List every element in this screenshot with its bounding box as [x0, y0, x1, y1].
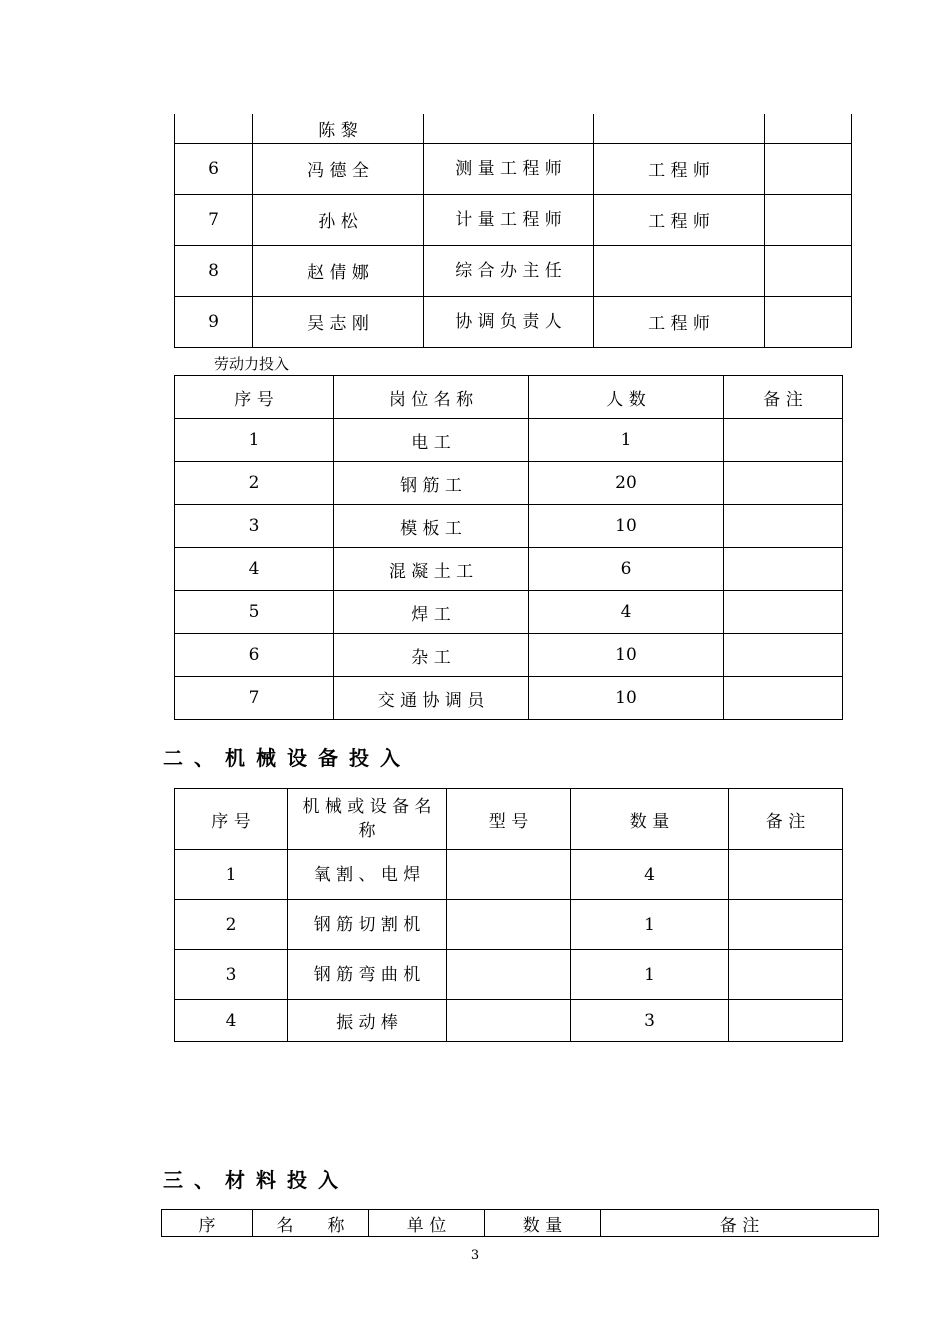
- labor-post: 模 板 工: [334, 505, 529, 548]
- machine-no: 4: [175, 1000, 288, 1042]
- labor-no: 1: [175, 419, 334, 462]
- col-header-note: 备 注: [729, 789, 843, 850]
- col-header-name: 机 械 或 设 备 名 称: [288, 789, 447, 850]
- machine-name: 钢 筋 弯 曲 机: [288, 950, 447, 1000]
- col-header-count: 人 数: [529, 376, 724, 419]
- machine-qty: 4: [571, 850, 729, 900]
- col-header-model: 型 号: [447, 789, 571, 850]
- staff-title: 工 程 师: [594, 194, 765, 245]
- table-row: [175, 505, 843, 548]
- machine-note: [729, 950, 843, 1000]
- machine-qty: 1: [571, 950, 729, 1000]
- staff-title: [594, 114, 765, 143]
- machine-no: 2: [175, 900, 288, 950]
- staff-name: 赵 倩 娜: [253, 245, 424, 296]
- staff-position: 测 量 工 程 师: [424, 143, 594, 194]
- table-header-row: [175, 789, 843, 850]
- machine-model: [447, 950, 571, 1000]
- staff-note: [765, 245, 852, 296]
- staff-no: [175, 114, 253, 143]
- staff-position: 综 合 办 主 任: [424, 245, 594, 296]
- staff-no: 8: [175, 245, 253, 296]
- machine-model: [447, 1000, 571, 1042]
- col-header-qty: 数 量: [485, 1210, 601, 1237]
- labor-no: 4: [175, 548, 334, 591]
- col-header-qty: 数 量: [571, 789, 729, 850]
- table-row: [175, 634, 843, 677]
- machine-note: [729, 1000, 843, 1042]
- table-row: [175, 114, 852, 143]
- materials-heading: 三、材料投入: [163, 1168, 349, 1192]
- labor-post: 焊 工: [334, 591, 529, 634]
- machine-no: 3: [175, 950, 288, 1000]
- table-row: [175, 1000, 843, 1042]
- labor-post: 钢 筋 工: [334, 462, 529, 505]
- machine-note: [729, 900, 843, 950]
- table-header-row: [175, 376, 843, 419]
- staff-title: 工 程 师: [594, 143, 765, 194]
- staff-position: 计 量 工 程 师: [424, 194, 594, 245]
- machine-qty: 1: [571, 900, 729, 950]
- machine-no: 1: [175, 850, 288, 900]
- labor-no: 3: [175, 505, 334, 548]
- machine-model: [447, 900, 571, 950]
- labor-note: [724, 677, 843, 720]
- staff-name: 陈 黎: [253, 114, 424, 143]
- labor-note: [724, 419, 843, 462]
- labor-count: 20: [529, 462, 724, 505]
- col-header-unit: 单 位: [369, 1210, 485, 1237]
- staff-name: 孙 松: [253, 194, 424, 245]
- table-header-row: [162, 1210, 879, 1237]
- staff-name: 吴 志 刚: [253, 296, 424, 347]
- machinery-table: [174, 788, 843, 1042]
- machine-name: 氧 割 、 电 焊: [288, 850, 447, 900]
- labor-post: 混 凝 土 工: [334, 548, 529, 591]
- col-header-post: 岗 位 名 称: [334, 376, 529, 419]
- staff-position: [424, 114, 594, 143]
- table-row: [175, 296, 852, 347]
- labor-post: 电 工: [334, 419, 529, 462]
- machine-qty: 3: [571, 1000, 729, 1042]
- col-header-name: 名 称: [253, 1210, 369, 1237]
- table-row: [175, 677, 843, 720]
- staff-title: 工 程 师: [594, 296, 765, 347]
- col-header-no: 序 号: [175, 789, 288, 850]
- col-header-note: 备 注: [724, 376, 843, 419]
- labor-note: [724, 462, 843, 505]
- table-row: [175, 194, 852, 245]
- table-row: [175, 850, 843, 900]
- col-header-no: 序 号: [175, 376, 334, 419]
- table-row: [175, 950, 843, 1000]
- labor-note: [724, 591, 843, 634]
- labor-no: 6: [175, 634, 334, 677]
- staff-no: 7: [175, 194, 253, 245]
- staff-note: [765, 114, 852, 143]
- labor-post: 交 通 协 调 员: [334, 677, 529, 720]
- labor-note: [724, 634, 843, 677]
- staff-table: [174, 114, 852, 348]
- table-row: [175, 900, 843, 950]
- table-row: [175, 143, 852, 194]
- page-number: 3: [470, 1248, 480, 1263]
- table-row: [175, 245, 852, 296]
- materials-table: [161, 1209, 879, 1237]
- table-row: [175, 591, 843, 634]
- col-header-note: 备 注: [601, 1210, 879, 1237]
- labor-no: 2: [175, 462, 334, 505]
- machine-name: 钢 筋 切 割 机: [288, 900, 447, 950]
- staff-name: 冯 德 全: [253, 143, 424, 194]
- staff-position: 协 调 负 责 人: [424, 296, 594, 347]
- machine-name: 振 动 棒: [288, 1000, 447, 1042]
- table-row: [175, 548, 843, 591]
- staff-title: [594, 245, 765, 296]
- col-header-no: 序: [162, 1210, 253, 1237]
- labor-post: 杂 工: [334, 634, 529, 677]
- labor-note: [724, 548, 843, 591]
- table-row: [175, 462, 843, 505]
- table-row: [175, 419, 843, 462]
- labor-note: [724, 505, 843, 548]
- staff-note: [765, 194, 852, 245]
- labor-count: 6: [529, 548, 724, 591]
- labor-no: 5: [175, 591, 334, 634]
- labor-count: 1: [529, 419, 724, 462]
- machinery-heading: 二、机械设备投入: [163, 746, 411, 770]
- labor-count: 10: [529, 677, 724, 720]
- staff-note: [765, 296, 852, 347]
- machine-model: [447, 850, 571, 900]
- labor-count: 4: [529, 591, 724, 634]
- machine-note: [729, 850, 843, 900]
- labor-caption: 劳动力投入: [214, 355, 290, 373]
- labor-count: 10: [529, 505, 724, 548]
- labor-no: 7: [175, 677, 334, 720]
- staff-no: 6: [175, 143, 253, 194]
- staff-note: [765, 143, 852, 194]
- staff-no: 9: [175, 296, 253, 347]
- labor-table: [174, 375, 843, 720]
- labor-count: 10: [529, 634, 724, 677]
